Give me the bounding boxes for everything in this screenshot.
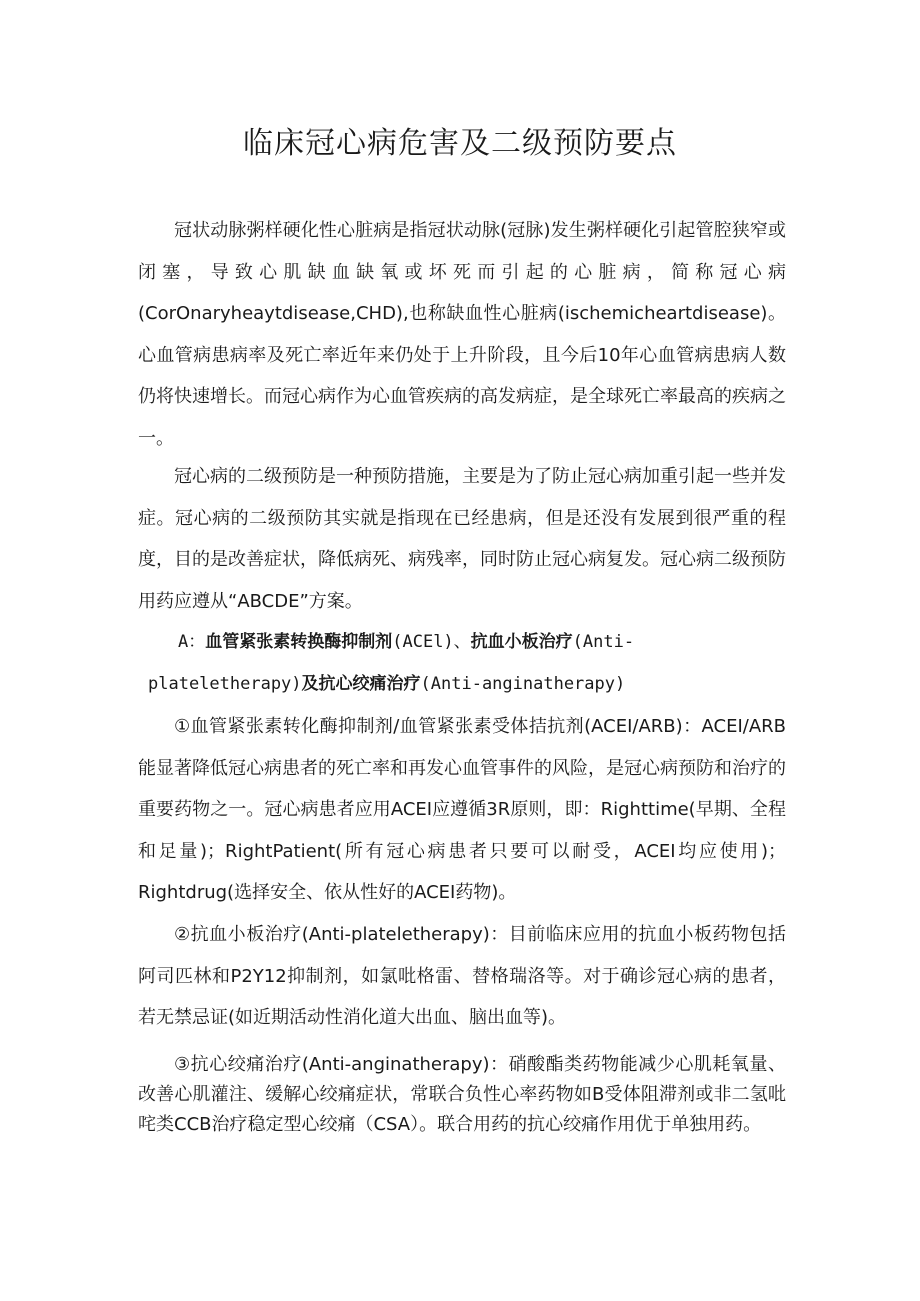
section-a-acei-label: 血管紧张素转换酶抑制剂 — [205, 632, 393, 652]
section-a-line-1 — [138, 622, 786, 664]
paragraph-antiplatelet: ②抗血小板治疗(Anti-plateletherapy)：目前临床应用的抗血小板药物包括阿司匹林和P2Y12抑制剂，如氯吡格雷、替格瑞洛等。对于确诊冠心病的患者，若无禁忌证(如近期活动性消化道大出血、脑出血等)。 — [138, 924, 786, 1028]
section-a-line-2 — [138, 664, 786, 706]
section-a-antiangina-label: 及抗心绞痛治疗 — [301, 673, 421, 694]
paragraph-acei-arb: ①血管紧张素转化酶抑制剂/血管紧张素受体拮抗剂(ACEI/ARB)：ACEI/ARB能显著降低冠心病患者的死亡率和再发心血管事件的风险，是冠心病预防和治疗的重要药物之一。冠心病患者应用ACEI应遵循3R原则，即：Righttime(早期、全程和足量)；RightPatient(所有冠心病患者只要可以耐受，ACEI均应使用)；Rightdrug(选择安全、依从性好的ACEI药物)。 — [138, 716, 786, 903]
section-a-acei-abbr: (ACEl)、 — [392, 632, 471, 652]
section-a-prefix: A： — [178, 632, 206, 652]
section-a-heading — [138, 622, 786, 705]
document-title: 临床冠心病危害及二级预防要点 — [243, 126, 677, 161]
section-a-antiplatelet-en: (Anti- — [572, 632, 635, 652]
section-a-antiangina-en: (Anti-anginatherapy) — [420, 673, 626, 694]
paragraph-intro: 冠状动脉粥样硬化性心脏病是指冠状动脉(冠脉)发生粥样硬化引起管腔狭窄或闭塞，导致心肌缺血缺氧或坏死而引起的心脏病，简称冠心病(CorOnaryheaytdisease,CHD),也称缺血性心脏病(ischemicheartdisease)。心血管病患病率及死亡率近年来仍处于上升阶段，且今后10年心血管病患病人数仍将快速增长。而冠心病作为心血管疾病的高发病症，是全球死亡率最高的疾病之一。 — [138, 220, 786, 449]
paragraph-secondary-prevention: 冠心病的二级预防是一种预防措施，主要是为了防止冠心病加重引起一些并发症。冠心病的二级预防其实就是指现在已经患病，但是还没有发展到很严重的程度，目的是改善症状，降低病死、病残率，同时防止冠心病复发。冠心病二级预防用药应遵从“ABCDE”方案。 — [138, 466, 786, 612]
section-a-antiplatelet-label: 抗血小板治疗 — [470, 632, 573, 652]
section-a-antiplatelet-en-cont: plateletherapy) — [148, 673, 302, 694]
paragraph-antiangina: ③抗心绞痛治疗(Anti-anginatherapy)：硝酸酯类药物能减少心肌耗氧量、改善心肌灌注、缓解心绞痛症状，常联合负性心率药物如B受体阻滞剂或非二氢吡咤类CCB治疗稳定型心绞痛（CSA）。联合用药的抗心绞痛作用优于单独用药。 — [138, 1054, 786, 1135]
